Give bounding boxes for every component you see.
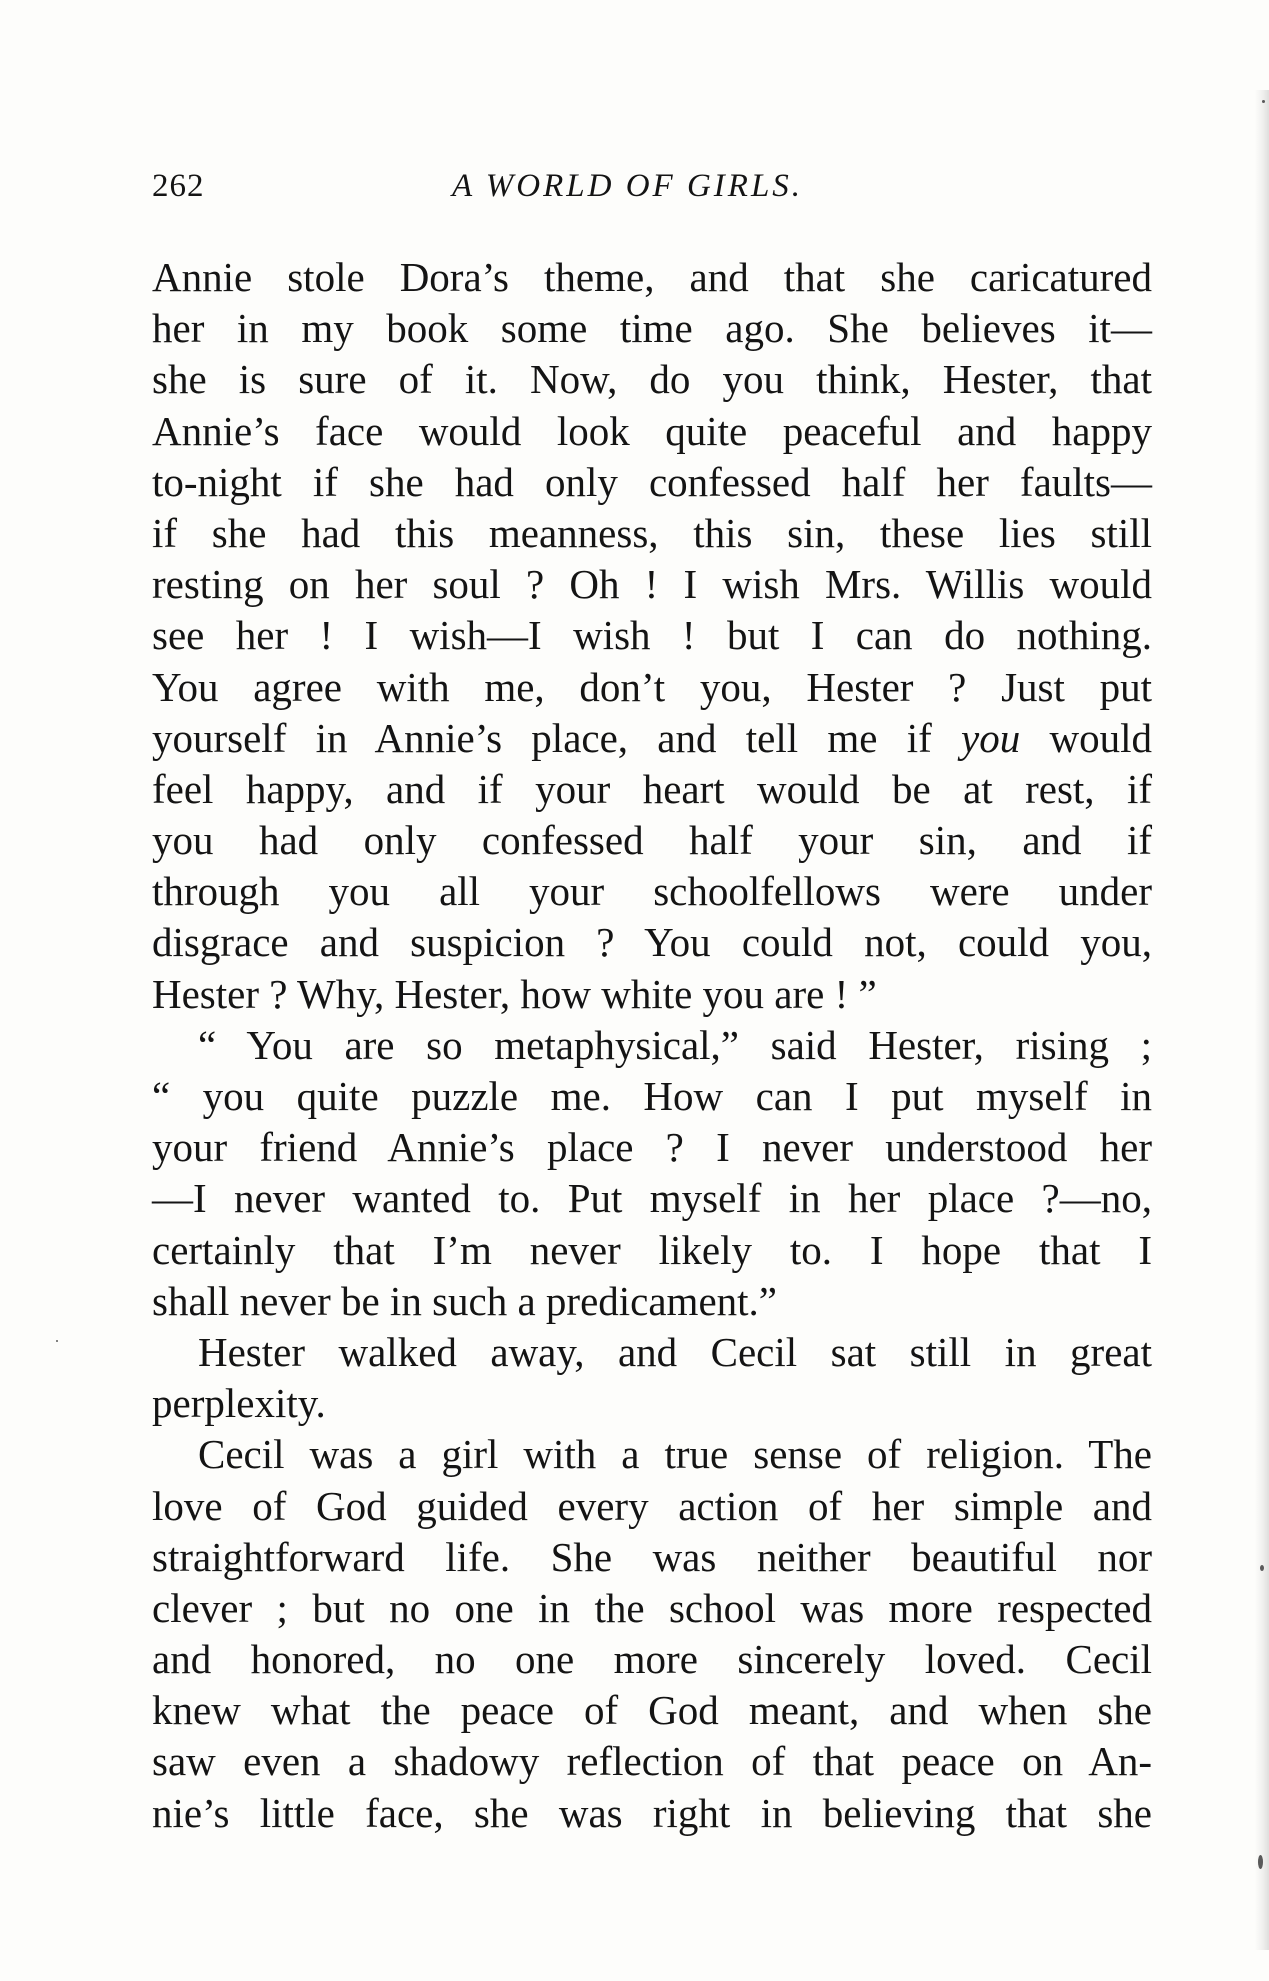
text-line-content: Cecil was a girl with a true sense of religion. The	[198, 1431, 1152, 1478]
text-line-content: Hester ? Why, Hester, how white you are ! ”	[152, 970, 877, 1017]
text-line	[152, 1020, 1152, 1071]
text-line-content: perplexity.	[152, 1380, 326, 1427]
text-line-content: yourself in Annie’s place, and tell me if	[152, 714, 962, 761]
text-line	[152, 1634, 1152, 1685]
text-line	[152, 917, 1152, 968]
text-line	[152, 1685, 1152, 1736]
text-line	[152, 1532, 1152, 1583]
text-line-content: You agree with me, don’t you, Hester ? Just put	[152, 663, 1152, 710]
text-line	[152, 764, 1152, 815]
text-line	[152, 559, 1152, 610]
text-line	[152, 508, 1152, 559]
text-line	[152, 1736, 1152, 1787]
running-head	[152, 168, 1152, 212]
text-line-content: knew what the peace of God meant, and when she	[152, 1687, 1152, 1734]
text-line	[152, 1481, 1152, 1532]
text-line-content: clever ; but no one in the school was more respected	[152, 1584, 1152, 1631]
text-line-content: shall never be in such a predicament.”	[152, 1277, 777, 1324]
text-line	[152, 1225, 1152, 1276]
text-line-content: you had only confessed half your sin, and if	[152, 817, 1152, 864]
text-line	[152, 1327, 1152, 1378]
text-line-content: to-night if she had only confessed half her faults—	[152, 458, 1152, 505]
text-line-content: disgrace and suspicion ? You could not, could you,	[152, 919, 1152, 966]
text-line	[152, 662, 1152, 713]
page-number: 262	[152, 168, 205, 204]
text-line-content: —I never wanted to. Put myself in her place ?—no,	[152, 1175, 1152, 1222]
ink-speck	[1262, 100, 1265, 103]
body-text	[152, 252, 1152, 1839]
ink-speck	[1260, 1565, 1264, 1571]
text-line-content: she is sure of it. Now, do you think, Hester, that	[152, 356, 1152, 403]
italic-word: you	[961, 714, 1021, 761]
text-line-content: your friend Annie’s place ? I never understood her	[152, 1124, 1152, 1171]
text-line-content: saw even a shadowy reflection of that peace on An-	[152, 1738, 1152, 1785]
text-line	[152, 354, 1152, 405]
text-line	[152, 1276, 1152, 1327]
text-line	[152, 252, 1152, 303]
ink-speck	[56, 1340, 58, 1342]
page-binding-edge	[1255, 90, 1269, 1950]
text-line-content: resting on her soul ? Oh ! I wish Mrs. Willis would	[152, 561, 1152, 608]
text-line	[152, 406, 1152, 457]
text-line	[152, 1378, 1152, 1429]
text-line-content: if she had this meanness, this sin, these lies still	[152, 509, 1152, 556]
text-line	[152, 713, 1152, 764]
text-line	[152, 815, 1152, 866]
running-title: A WORLD OF GIRLS.	[452, 168, 804, 204]
text-line-content: straightforward life. She was neither beautiful nor	[152, 1533, 1152, 1580]
text-line	[152, 1173, 1152, 1224]
text-line	[152, 1429, 1152, 1480]
text-line-content: would	[1020, 714, 1152, 761]
text-line-content: certainly that I’m never likely to. I hope that I	[152, 1226, 1152, 1273]
text-line-content: see her ! I wish—I wish ! but I can do nothing.	[152, 612, 1152, 659]
text-line	[152, 1071, 1152, 1122]
text-line	[152, 1788, 1152, 1839]
text-line-content: Annie stole Dora’s theme, and that she caricatured	[152, 254, 1152, 300]
text-line	[152, 303, 1152, 354]
text-line-content: nie’s little face, she was right in believing that she	[152, 1789, 1152, 1836]
text-line-content: feel happy, and if your heart would be at rest, if	[152, 765, 1152, 812]
text-line-content: her in my book some time ago. She believes it—	[152, 305, 1152, 352]
text-line	[152, 969, 1152, 1020]
text-line-content: and honored, no one more sincerely loved. Cecil	[152, 1636, 1152, 1683]
text-line-content: Hester walked away, and Cecil sat still in great	[198, 1328, 1152, 1375]
text-line	[152, 1122, 1152, 1173]
text-line	[152, 457, 1152, 508]
text-line-content: “ You are so metaphysical,” said Hester, rising ;	[198, 1021, 1152, 1068]
text-line-content: Annie’s face would look quite peaceful and happy	[152, 407, 1152, 454]
text-line-content: “ you quite puzzle me. How can I put myself in	[152, 1073, 1152, 1119]
text-line-content: through you all your schoolfellows were under	[152, 868, 1152, 915]
text-line	[152, 610, 1152, 661]
text-line	[152, 1583, 1152, 1634]
text-line-content: love of God guided every action of her simple and	[152, 1482, 1152, 1529]
ink-speck	[1258, 1855, 1263, 1869]
text-line	[152, 866, 1152, 917]
